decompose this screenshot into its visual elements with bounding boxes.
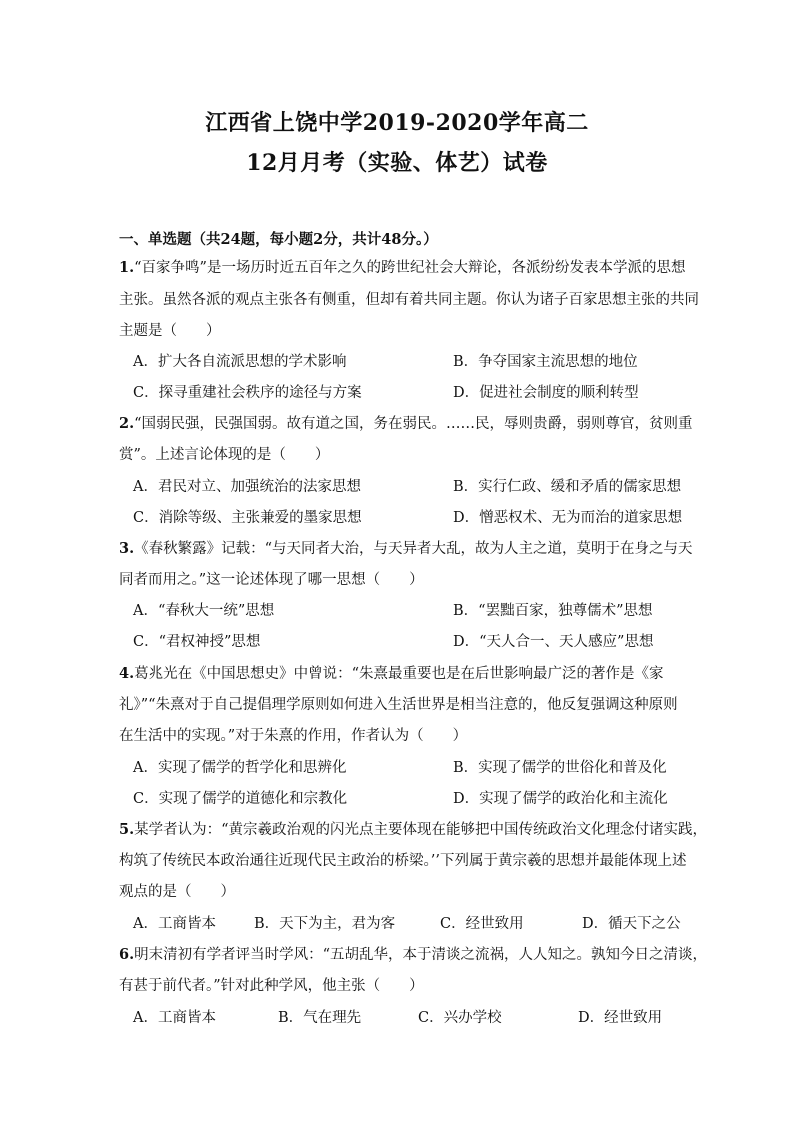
question-3-option-a: A．“春秋大一统”思想 (133, 603, 275, 619)
question-4-option-a: A．实现了儒学的哲学化和思辨化 (133, 760, 347, 776)
question-6-line-1 (119, 945, 708, 965)
question-4-option-d: D．实现了儒学的政治化和主流化 (453, 791, 668, 807)
question-number: 5. (119, 821, 135, 838)
question-3-option-b: B．“罢黜百家，独尊儒术”思想 (453, 603, 653, 619)
question-number: 4. (119, 665, 135, 682)
question-number: 1. (119, 259, 135, 276)
question-5-option-a: A．工商皆本 (133, 916, 216, 932)
question-4-option-b: B．实现了儒学的世俗化和普及化 (453, 760, 667, 776)
question-number: 6. (119, 946, 135, 963)
question-number: 3. (119, 540, 135, 557)
section-heading: 一、单选题（共24题，每小题2分，共计48分。） (119, 231, 438, 248)
question-6-option-a: A．工商皆本 (133, 1010, 216, 1026)
question-3-option-d: D．“天人合一、天人感应”思想 (453, 634, 654, 650)
question-6-option-b: B．气在理先 (278, 1010, 362, 1026)
question-6-option-d: D．经世致用 (578, 1010, 663, 1026)
question-1-line-1 (119, 258, 686, 278)
question-4-option-c: C．实现了儒学的道德化和宗教化 (133, 791, 348, 807)
question-text: 某学者认为：“黄宗羲政治观的闪光点主要体现在能够把中国传统政治文化理念付诸实践， (134, 822, 708, 838)
question-2-option-c: C．消除等级、主张兼爱的墨家思想 (133, 510, 362, 526)
question-2-option-a: A．君民对立、加强统治的法家思想 (133, 479, 361, 495)
question-1-option-a: A．扩大各自流派思想的学术影响 (133, 354, 347, 370)
question-3-line-1 (119, 539, 693, 559)
question-6-line-2: 有甚于前代者。”针对此种学风，他主张（ ） (119, 978, 424, 994)
question-2-line-1 (119, 414, 693, 434)
question-1-line-3: 主题是（ ） (119, 323, 221, 339)
question-5-option-b: B．天下为主，君为客 (254, 916, 396, 932)
question-1-option-c: C．探寻重建社会秩序的途径与方案 (133, 385, 362, 401)
question-1-option-b: B．争夺国家主流思想的地位 (453, 354, 638, 370)
question-1-option-d: D．促进社会制度的顺利转型 (453, 385, 639, 401)
question-5-option-d: D．循天下之公 (582, 916, 681, 932)
question-5-line-1 (119, 820, 708, 840)
question-2-option-d: D．憎恶权术、无为而治的道家思想 (453, 510, 683, 526)
question-4-line-3: 在生活中的实现。”对于朱熹的作用，作者认为（ ） (119, 728, 468, 744)
question-1-line-2: 主张。虽然各派的观点主张各有侧重，但却有着共同主题。你认为诸子百家思想主张的共同 (119, 292, 699, 308)
question-2-option-b: B．实行仁政、缓和矛盾的儒家思想 (453, 479, 682, 495)
question-text: “国弱民强，民强国弱。故有道之国，务在弱民。……民，辱则贵爵，弱则尊官，贫则重 (134, 416, 693, 432)
question-text: 明末清初有学者评当时学风：“五胡乱华，本于清谈之流祸，人人知之。孰知今日之清谈， (134, 947, 708, 963)
question-5-line-3: 观点的是（ ） (119, 884, 235, 900)
question-text: “百家争鸣”是一场历时近五百年之久的跨世纪社会大辩论，各派纷纷发表本学派的思想 (134, 260, 686, 276)
question-text: 葛兆光在《中国思想史》中曾说：“朱熹最重要也是在后世影响最广泛的著作是《家 (134, 666, 664, 682)
question-5-option-c: C．经世致用 (440, 916, 524, 932)
question-2-line-2: 赏”。上述言论体现的是（ ） (119, 447, 330, 463)
question-3-option-c: C．“君权神授”思想 (133, 634, 261, 650)
question-5-line-2: 构筑了传统民本政治通往近现代民主政治的桥梁。’’下列属于黄宗羲的思想并最能体现上述 (119, 853, 687, 869)
exam-title-line1: 江西省上饶中学2019-2020学年高二 (205, 110, 589, 136)
question-text: 《春秋繁露》记载：“与天同者大治，与天异者大乱，故为人主之道，莫明于在身之与天 (134, 541, 693, 557)
question-6-option-c: C．兴办学校 (418, 1010, 502, 1026)
question-number: 2. (119, 415, 135, 432)
question-4-line-1 (119, 664, 679, 684)
question-4-line-2: 礼》”“朱熹对于自己提倡理学原则如何进入生活世界是相当注意的，他反复强调这种原则 (119, 697, 678, 713)
question-3-line-2: 同者而用之。”这一论述体现了哪一思想（ ） (119, 572, 424, 588)
exam-title-line2: 12月月考（实验、体艺）试卷 (246, 150, 548, 176)
